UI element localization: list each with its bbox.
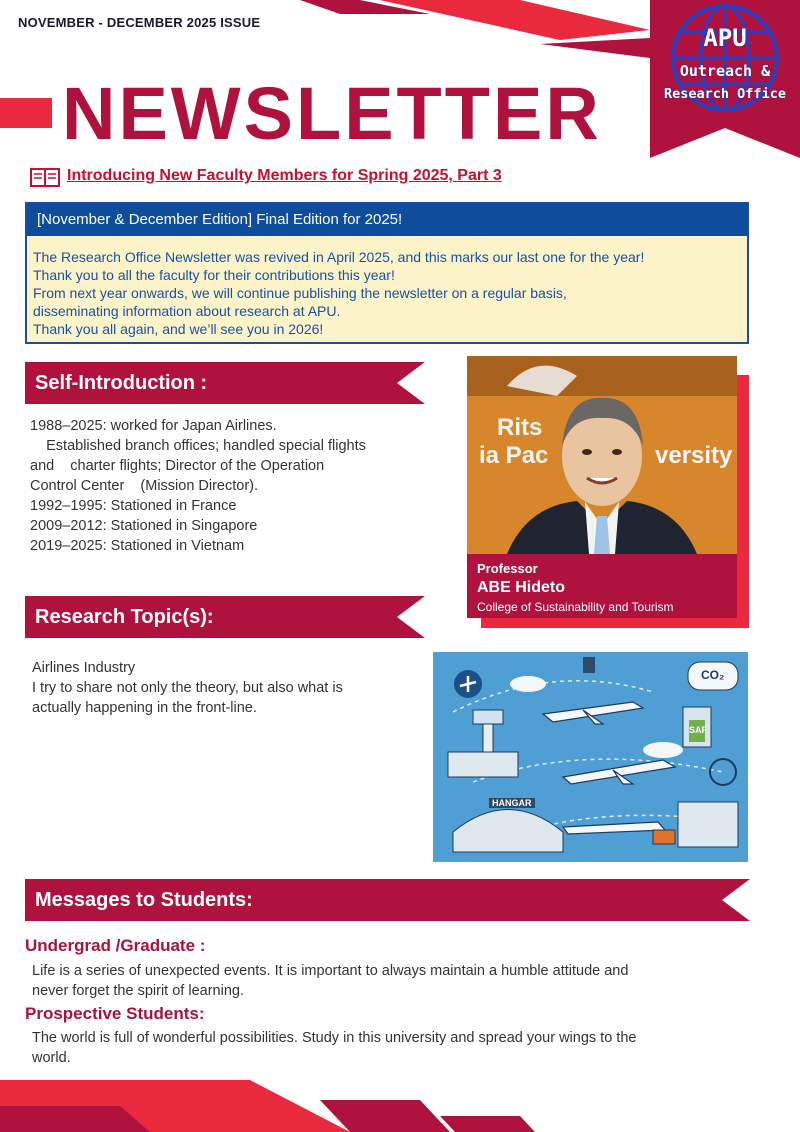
edition-line: disseminating information about research at APU. bbox=[33, 303, 341, 319]
self-intro-line: 1988–2025: worked for Japan Airlines. bbox=[30, 418, 277, 434]
edition-line: Thank you to all the faculty for their contributions this year! bbox=[33, 267, 395, 283]
page-title: NEWSLETTER bbox=[62, 72, 602, 155]
self-intro-line: Established branch offices; handled special flights bbox=[30, 438, 366, 454]
aviation-illustration bbox=[433, 652, 748, 862]
stripe bbox=[0, 98, 52, 128]
intro-link[interactable]: Introducing New Faculty Members for Spring 2025, Part 3 bbox=[67, 167, 502, 184]
self-intro-heading-bar bbox=[25, 362, 425, 404]
undergrad-heading: Undergrad /Graduate : bbox=[25, 936, 206, 955]
hangar-label: HANGAR bbox=[489, 798, 535, 808]
photo-sign-text: ia Pac bbox=[479, 442, 549, 469]
edition-line: The Research Office Newsletter was revived in April 2025, and this marks our last one for the year! bbox=[33, 249, 645, 265]
edition-line: From next year onwards, we will continue publishing the newsletter on a regular basis, bbox=[33, 285, 567, 301]
prospective-message bbox=[32, 1028, 772, 1068]
research-body bbox=[32, 658, 432, 718]
apu-logo bbox=[650, 0, 800, 158]
professor-caption bbox=[467, 554, 737, 618]
self-intro-line: 2009–2012: Stationed in Singapore bbox=[30, 518, 258, 534]
messages-heading-bar bbox=[25, 879, 750, 921]
research-heading-bar bbox=[25, 596, 425, 638]
edition-body bbox=[33, 248, 745, 338]
research-line: actually happening in the front-line. bbox=[32, 700, 257, 716]
professor-college: College of Sustainability and Tourism bbox=[477, 600, 674, 614]
footer-stripes bbox=[0, 1076, 800, 1132]
self-intro-line: Control Center (Mission Director). bbox=[30, 478, 259, 494]
co2-label: CO₂ bbox=[701, 668, 725, 682]
edition-line: Thank you all again, and we’ll see you in 2026! bbox=[33, 321, 324, 337]
undergrad-line: never forget the spirit of learning. bbox=[32, 983, 244, 999]
professor-role: Professor bbox=[477, 561, 538, 576]
book-icon bbox=[30, 166, 60, 188]
professor-name: ABE Hideto bbox=[477, 579, 565, 596]
stripe bbox=[540, 38, 650, 58]
logo-line-1: APU bbox=[703, 24, 747, 52]
research-line: I try to share not only the theory, but also what is bbox=[32, 680, 343, 696]
research-heading: Research Topic(s): bbox=[35, 606, 214, 628]
photo-sign-text: versity bbox=[655, 442, 733, 469]
stripe bbox=[440, 1116, 535, 1132]
edition-notice bbox=[25, 202, 749, 344]
prospective-line: The world is full of wonderful possibilities. Study in this university and spread your wings to the bbox=[32, 1030, 637, 1046]
messages-heading: Messages to Students: bbox=[35, 889, 253, 911]
prospective-heading: Prospective Students: bbox=[25, 1004, 205, 1023]
prospective-line: world. bbox=[32, 1050, 71, 1066]
self-intro-heading: Self-Introduction : bbox=[35, 372, 208, 394]
self-intro-line: 2019–2025: Stationed in Vietnam bbox=[30, 538, 245, 554]
professor-photo bbox=[467, 356, 737, 554]
stripe bbox=[380, 0, 650, 40]
self-intro-line: and charter flights; Director of the Operation bbox=[30, 458, 325, 474]
logo-line-3: Research Office bbox=[664, 86, 786, 102]
self-intro-body bbox=[30, 416, 450, 556]
research-line: Airlines Industry bbox=[32, 660, 136, 676]
undergrad-message bbox=[32, 961, 772, 1001]
edition-heading: [November & December Edition] Final Edition for 2025! bbox=[27, 204, 747, 236]
issue-label: NOVEMBER - DECEMBER 2025 ISSUE bbox=[18, 15, 261, 30]
undergrad-line: Life is a series of unexpected events. It is important to always maintain a humble attitude and bbox=[32, 963, 629, 979]
photo-sign-text: Rits bbox=[497, 414, 543, 441]
saf-label: SAF bbox=[689, 725, 707, 735]
logo-line-2: Outreach & bbox=[679, 62, 771, 80]
self-intro-line: 1992–1995: Stationed in France bbox=[30, 498, 237, 514]
